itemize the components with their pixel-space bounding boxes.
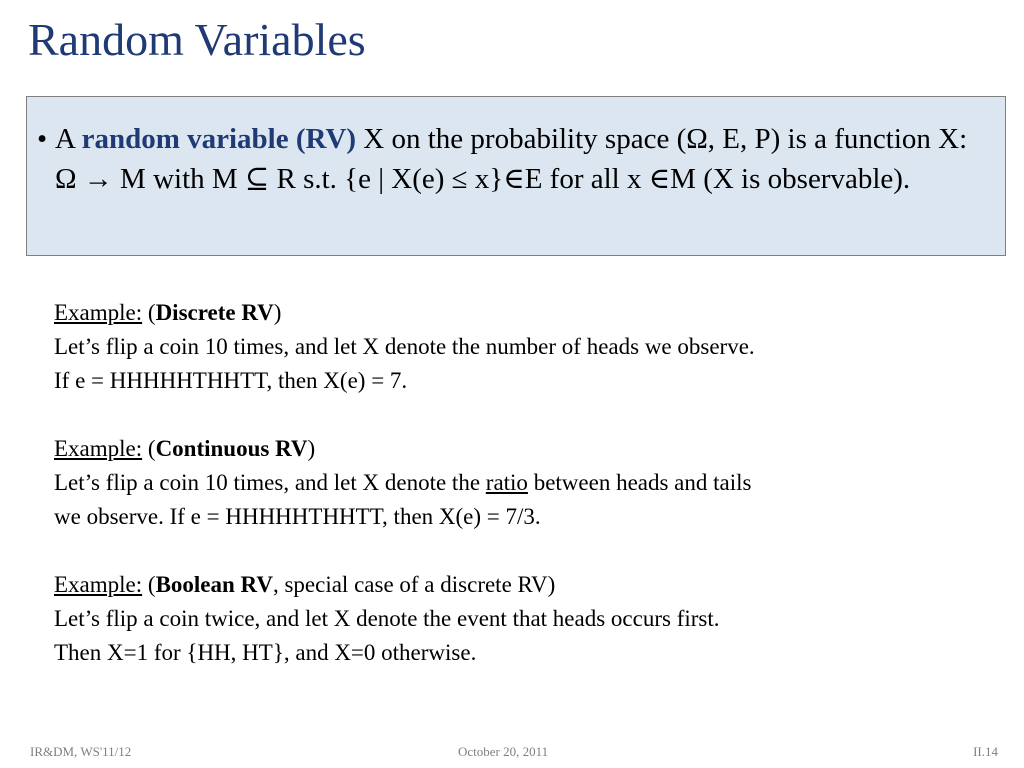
paren-close: ) — [273, 300, 282, 325]
example-line-part: between heads and tails — [527, 470, 752, 495]
example-heading — [54, 432, 1004, 466]
paren-close: , special case of a discrete RV) — [272, 572, 556, 597]
paren-close: ) — [307, 436, 316, 461]
paren-open: ( — [142, 436, 156, 461]
example-underlined-word: ratio — [485, 470, 528, 495]
paren-open: ( — [142, 572, 156, 597]
example-continuous — [54, 432, 1004, 534]
example-label: Example: — [54, 300, 143, 325]
example-kind: Discrete RV — [155, 300, 274, 325]
slide-title: Random Variables — [28, 14, 366, 65]
example-label: Example: — [54, 572, 143, 597]
definition-text — [55, 119, 989, 199]
definition-bullet-row — [37, 119, 989, 199]
example-line: Let’s flip a coin 10 times, and let X denote the number of heads we observe. — [54, 334, 755, 359]
example-heading — [54, 568, 1004, 602]
example-boolean — [54, 568, 1004, 670]
definition-box — [26, 96, 1006, 256]
definition-term: random variable (RV) — [81, 123, 357, 155]
example-kind: Boolean RV — [155, 572, 273, 597]
example-kind: Continuous RV — [155, 436, 308, 461]
example-line: we observe. If e = HHHHHTHHTT, then X(e) = 7/3. — [54, 504, 541, 529]
example-line: Let’s flip a coin twice, and let X denote the event that heads occurs first. — [54, 606, 720, 631]
example-label: Example: — [54, 436, 143, 461]
example-line: If e = HHHHHTHHTT, then X(e) = 7. — [54, 368, 408, 393]
footer-page-number: II.14 — [973, 744, 998, 759]
bullet-icon: • — [37, 123, 48, 155]
example-heading — [54, 296, 1004, 330]
example-discrete — [54, 296, 1004, 398]
definition-text-b: X on the probability space (Ω, E, P) is a function X: Ω → M with M ⊆ R s.t. {e | X(e) ≤ x}∈E for all x ∈M (X is observable). — [55, 123, 968, 195]
footer-course: IR&DM, WS'11/12 — [30, 744, 132, 759]
example-line: Then X=1 for {HH, HT}, and X=0 otherwise. — [54, 640, 477, 665]
example-line — [54, 466, 1004, 500]
definition-text-a: A — [55, 123, 82, 155]
paren-open: ( — [142, 300, 156, 325]
examples-section — [54, 296, 1004, 704]
footer-date: October 20, 2011 — [458, 744, 549, 759]
example-line-part: Let’s flip a coin 10 times, and let X denote the — [54, 470, 486, 495]
